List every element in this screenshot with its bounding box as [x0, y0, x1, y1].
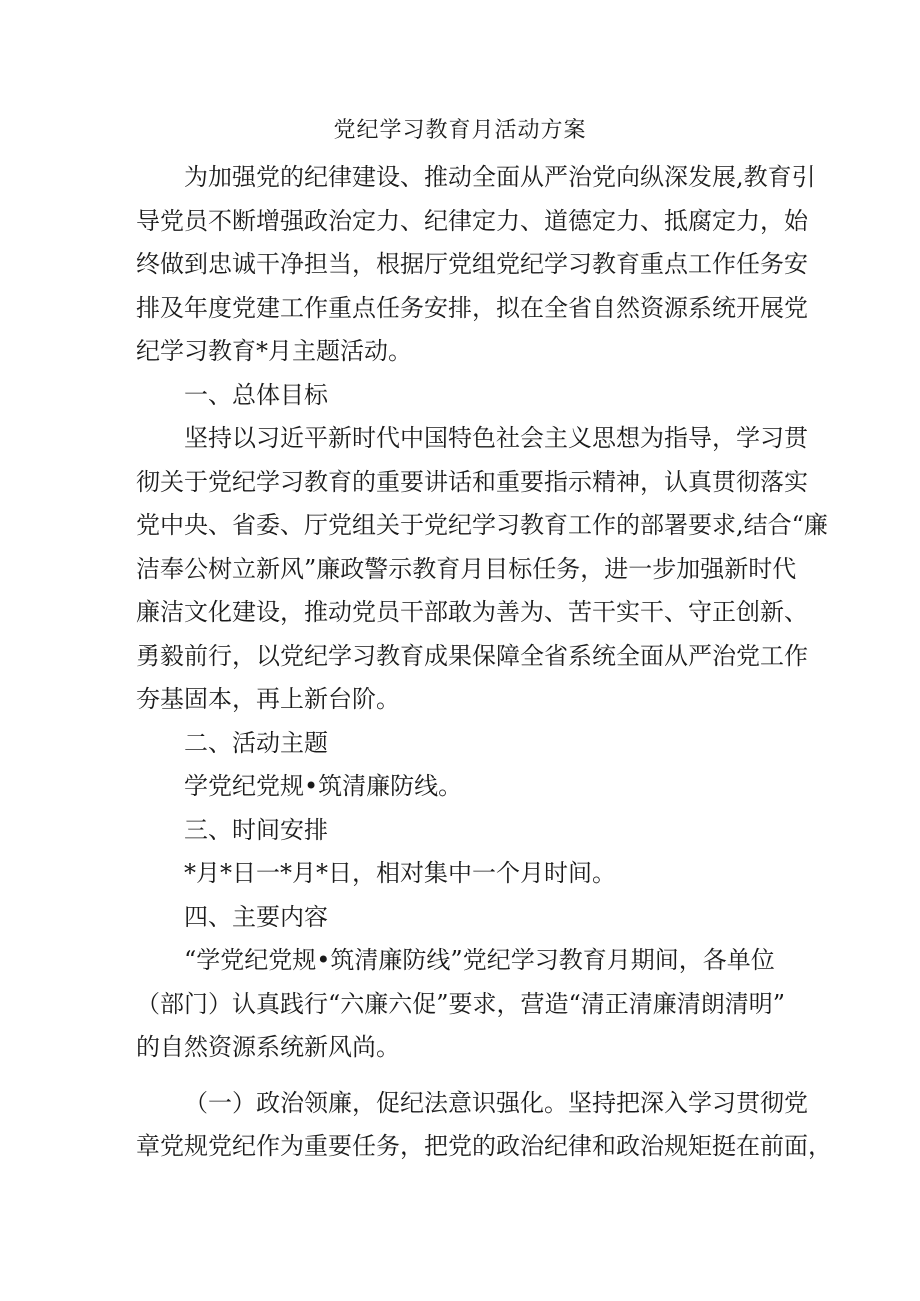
section1-line: 坚持以习近平新时代中国特色社会主义思想为指导，学习贯 [184, 424, 808, 452]
section1-paragraph [136, 417, 808, 461]
subsection1-line: 章党规党纪作为重要任务，把党的政治纪律和政治规矩挺在前面， [136, 1132, 832, 1160]
intro-paragraph-cont [136, 200, 808, 374]
intro-line: 为加强党的纪律建设、推动全面从严治党向纵深发展,教育引 [184, 163, 816, 191]
section1-line: 廉洁文化建设，推动党员干部敢为善为、苦干实干、守正创新、 [136, 598, 808, 626]
section1-line: 彻关于党纪学习教育的重要讲话和重要指示精神，认真贯彻落实 [136, 467, 808, 496]
document-body [136, 156, 832, 1169]
section4-heading: 四、主要内容 [184, 902, 328, 931]
section1-paragraph-cont [136, 461, 828, 722]
intro-line: 终做到忠诚干净担当，根据厅党组党纪学习教育重点工作任务安 [136, 250, 808, 278]
section3-heading: 三、时间安排 [184, 815, 328, 844]
subsection1-paragraph [136, 1082, 808, 1126]
section4-line: 的自然资源系统新风尚。 [136, 1033, 400, 1061]
section2-body: 学党纪党规•筑清廉防线。 [184, 772, 463, 800]
intro-line: 导党员不断增强政治定力、纪律定力、道德定力、抵腐定力，始 [136, 206, 808, 235]
intro-paragraph [136, 156, 816, 200]
section1-heading: 一、总体目标 [184, 380, 328, 409]
intro-line: 纪学习教育*月主题活动。 [136, 337, 412, 365]
section3-body: *月*日一*月*日，相对集中一个月时间。 [184, 859, 616, 887]
intro-line: 排及年度党建工作重点任务安排，拟在全省自然资源系统开展党 [136, 293, 808, 322]
section4-paragraph [136, 939, 788, 983]
section4-line: （部门）认真践行“六廉六促”要求，营造“清正清廉清朗清明” [136, 989, 786, 1018]
section4-paragraph-cont [136, 983, 788, 1070]
document-title: 党纪学习教育月活动方案 [333, 118, 587, 143]
subsection1-paragraph-cont [136, 1125, 832, 1169]
section1-line: 党中央、省委、厅党组关于党纪学习教育工作的部署要求,结合“廉 [136, 511, 828, 539]
subsection1-line: （一）政治领廉，促纪法意识强化。坚持把深入学习贯彻党 [184, 1088, 808, 1117]
section1-line: 洁奉公树立新风”廉政警示教育月目标任务，进一步加强新时代 [136, 554, 797, 583]
section2-heading: 二、活动主题 [184, 728, 328, 757]
section1-line: 勇毅前行，以党纪学习教育成果保障全省系统全面从严治党工作 [136, 641, 808, 670]
section4-line: “学党纪党规•筑清廉防线”党纪学习教育月期间，各单位 [184, 946, 775, 974]
section1-line: 夯基固本，再上新台阶。 [136, 685, 400, 713]
